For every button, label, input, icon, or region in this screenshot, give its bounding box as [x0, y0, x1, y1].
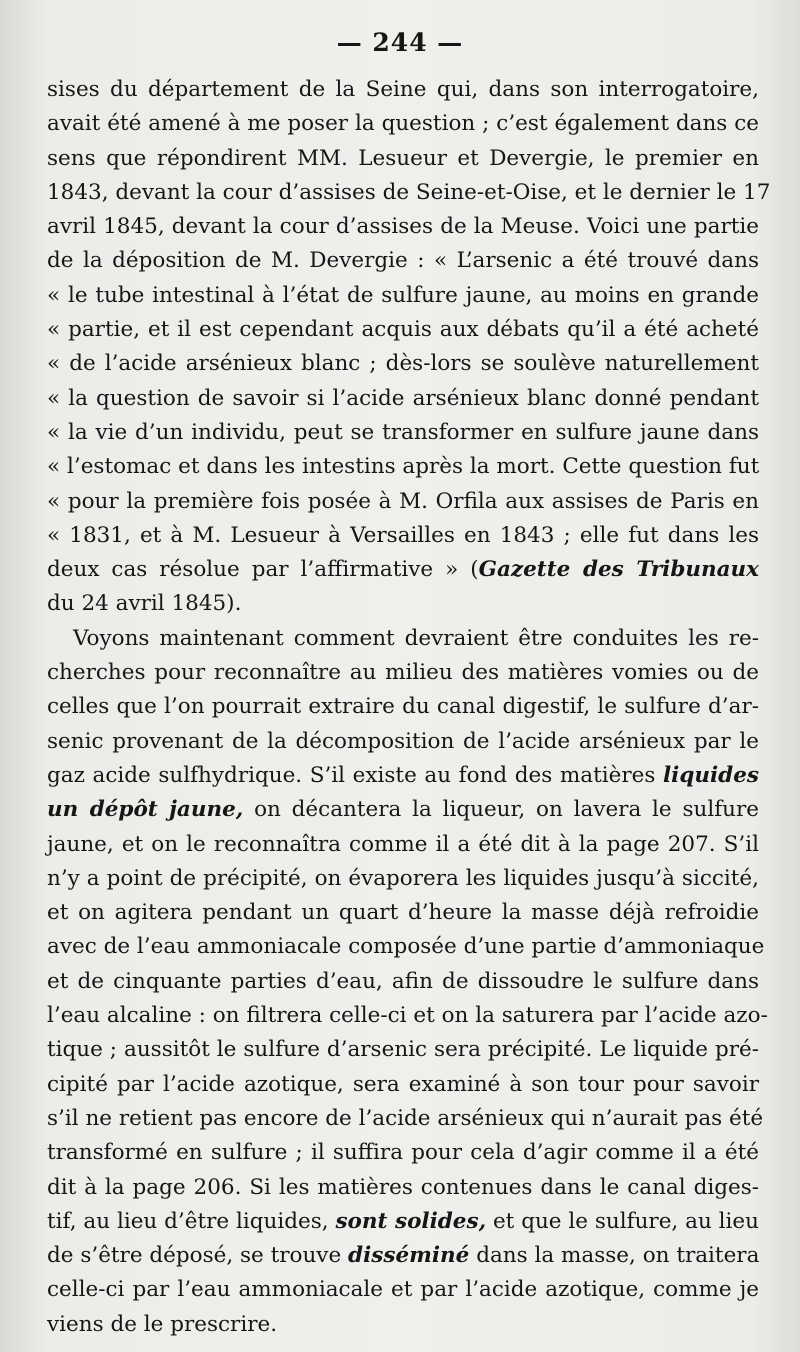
text-line	[47, 1136, 759, 1170]
line-text: celles que l’on pourrait extraire du canal digestif, le sulfure d’ar-	[47, 694, 759, 720]
line-text: avril 1845, devant la cour d’assises de la Meuse. Voici une partie	[47, 214, 759, 240]
text-line	[47, 690, 759, 724]
text-line	[47, 142, 759, 176]
line-text: gaz acide sulfhydrique. S’il existe au fond des matières	[47, 762, 656, 788]
line-text: s’il ne retient pas encore de l’acide arsénieux qui n’aurait pas été	[47, 1105, 764, 1131]
line-text: « 1831, et à M. Lesueur à Versailles en 1843 ; elle fut dans les	[47, 522, 759, 548]
text-line	[47, 725, 759, 759]
text-line	[47, 279, 759, 313]
line-text: transformé en sulfure ; il suffira pour cela d’agir comme il a été	[47, 1140, 759, 1166]
text-line	[47, 587, 759, 621]
text-line	[47, 1239, 759, 1273]
line-text: viens de le prescrire.	[47, 1311, 278, 1337]
line-text: et de cinquante parties d’eau, afin de dissoudre le sulfure dans	[47, 968, 759, 994]
line-text: on décantera la liqueur, on lavera le sulfure	[254, 797, 760, 823]
italic-text: sont solides,	[335, 1208, 487, 1234]
text-line	[47, 759, 759, 793]
text-line	[47, 382, 759, 416]
text-line	[47, 793, 759, 827]
line-text: cherches pour reconnaître au milieu des matières vomies ou de	[47, 660, 759, 686]
line-text: « le tube intestinal à l’état de sulfure jaune, au moins en grande	[47, 282, 759, 308]
text-line	[47, 519, 759, 553]
text-line	[47, 244, 759, 278]
italic-text: liquides	[663, 762, 759, 788]
text-line	[47, 1171, 759, 1205]
text-line	[47, 73, 759, 107]
line-text: dit à la page 206. Si les matières contenues dans le canal diges-	[47, 1174, 759, 1200]
line-text: « la vie d’un individu, peut se transformer en sulfure jaune dans	[47, 419, 759, 445]
text-line	[47, 450, 759, 484]
line-text: et que le sulfure, au lieu	[492, 1208, 759, 1234]
line-text: de s’être déposé, se trouve	[47, 1243, 342, 1269]
text-line	[47, 210, 759, 244]
line-text: avait été amené à me poser la question ; c’est également dans ce	[47, 111, 759, 137]
text-line	[47, 656, 759, 690]
text-line	[47, 1068, 759, 1102]
line-text: Voyons maintenant comment devraient être conduites les re-	[73, 625, 759, 651]
text-line	[47, 416, 759, 450]
text-line	[47, 107, 759, 141]
text-line	[47, 553, 759, 587]
text-line	[47, 930, 765, 964]
italic-text: disséminé	[348, 1243, 470, 1269]
text-line	[47, 896, 759, 930]
line-text: tique ; aussitôt le sulfure d’arsenic sera précipité. Le liquide pré-	[47, 1037, 759, 1063]
line-text: tif, au lieu d’être liquides,	[47, 1208, 329, 1234]
italic-text: un dépôt jaune,	[47, 797, 244, 823]
line-text: l’eau alcaline : on filtrera celle-ci et on la saturera par l’acide azo-	[47, 1003, 768, 1029]
text-line	[47, 1033, 759, 1067]
line-text: dans la masse, on traitera	[476, 1243, 760, 1269]
line-text: « la question de savoir si l’acide arsénieux blanc donné pendant	[47, 385, 759, 411]
text-line	[47, 485, 759, 519]
text-line	[47, 862, 759, 896]
line-text: cipité par l’acide azotique, sera examiné à son tour pour savoir	[47, 1071, 759, 1097]
line-text: et on agitera pendant un quart d’heure la masse déjà refroidie	[47, 900, 759, 926]
line-text: « pour la première fois posée à M. Orfila aux assises de Paris en	[47, 488, 759, 514]
line-text: sises du département de la Seine qui, dans son interrogatoire,	[47, 77, 759, 102]
text-line	[47, 347, 759, 381]
text-line	[47, 999, 768, 1033]
line-text: « partie, et il est cependant acquis aux débats qu’il a été acheté	[47, 317, 759, 343]
line-text: senic provenant de la décomposition de l’acide arsénieux par le	[47, 728, 759, 754]
line-text: jaune, et on le reconnaîtra comme il a été dit à la page 207. S’il	[47, 831, 759, 857]
text-line	[47, 1205, 759, 1239]
text-line	[47, 1273, 759, 1307]
line-text: avec de l’eau ammoniacale composée d’une partie d’ammoniaque	[47, 934, 765, 960]
text-line	[47, 1102, 764, 1136]
line-text: deux cas résolue par l’affirmative » (	[47, 557, 479, 583]
line-text: celle-ci par l’eau ammoniacale et par l’acide azotique, comme je	[47, 1277, 759, 1303]
line-text: de la déposition de M. Devergie : « L’arsenic a été trouvé dans	[47, 248, 759, 274]
line-text: « de l’acide arsénieux blanc ; dès-lors se soulève naturellement	[47, 351, 759, 377]
line-text: du 24 avril 1845).	[47, 591, 242, 617]
text-line	[47, 622, 759, 656]
italic-text: Gazette des Tribunaux	[478, 557, 759, 583]
text-line	[47, 176, 771, 210]
line-text: 1843, devant la cour d’assises de Seine-et-Oise, et le dernier le 17	[47, 179, 771, 205]
text-line	[47, 965, 759, 999]
text-line	[47, 828, 759, 862]
line-text: sens que répondirent MM. Lesueur et Devergie, le premier en	[47, 145, 759, 171]
line-text: n’y a point de précipité, on évaporera les liquides jusqu’à siccité,	[47, 865, 759, 891]
line-text: « l’estomac et dans les intestins après la mort. Cette question fut	[47, 454, 760, 480]
text-line	[47, 1308, 759, 1342]
text-line	[47, 313, 759, 347]
body-text	[47, 73, 771, 1342]
page-number: — 244 —	[336, 28, 464, 57]
